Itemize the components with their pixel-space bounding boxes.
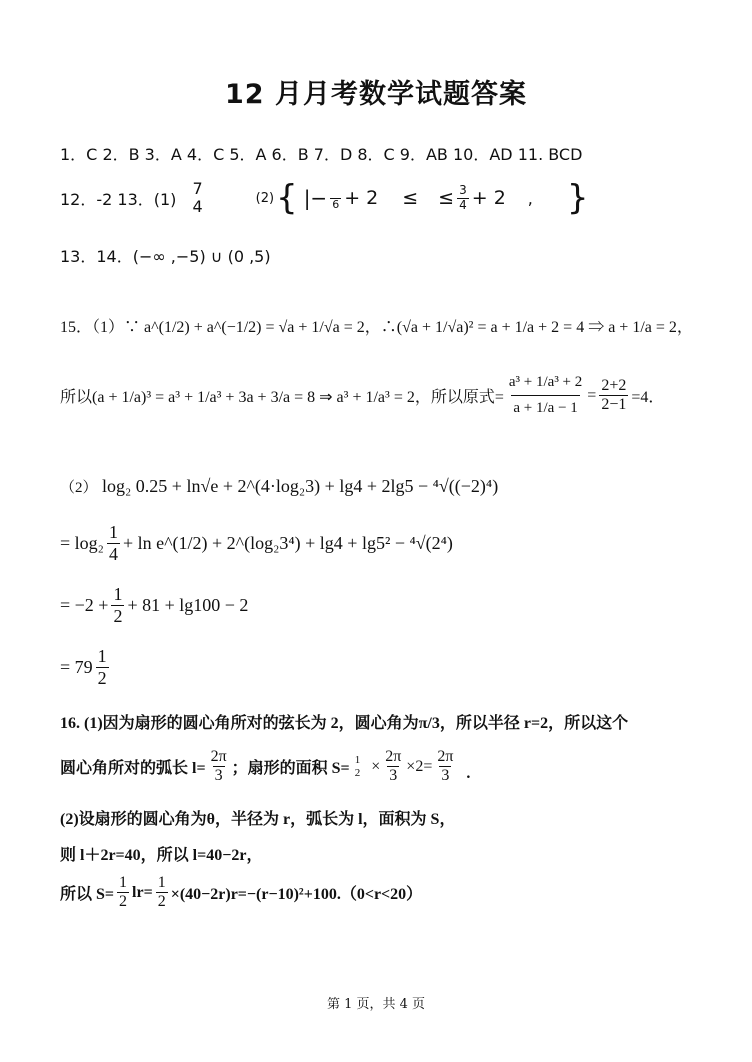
fraction-numerator: 3 — [459, 182, 467, 197]
q16-part2-line3 — [60, 874, 422, 912]
fraction-denominator: 2 — [113, 605, 123, 626]
q16-part1-line2 — [60, 748, 470, 786]
fraction-7-4 — [190, 180, 204, 217]
q15-part1-expression: a^(1/2) + a^(−1/2) = √a + 1/√a = 2，∴(√a + 1/√a)² = a + 1/a + 2 = 4 ⇒ a + 1/a = 2， — [144, 319, 693, 336]
q15-label: 15．（1）∵ — [60, 319, 141, 336]
fraction-2pi-3 — [435, 748, 455, 786]
q15-step-3 — [60, 646, 112, 688]
fraction-numerator: a³ + 1/a³ + 2 — [508, 374, 583, 390]
fraction-numerator: 7 — [192, 178, 203, 198]
fraction-denominator: 4 — [192, 197, 203, 216]
part-2-label: (2) — [255, 190, 275, 206]
fraction-numerator: 1 — [157, 874, 166, 891]
result-value: =4． — [631, 389, 665, 407]
leq-sign: ≤ — [438, 187, 455, 209]
fraction-numerator: 2π — [210, 748, 227, 765]
answers-1-11: 1．C 2．B 3．A 4．C 5．A 6．B 7．D 8．C 9．AB 10．AD 11. BCD — [60, 145, 583, 164]
q15-cube-expression: (a + 1/a)³ = a³ + 1/a³ + 3a + 3/a = 8 ⇒ a³ + 1/a³ = 2，所以原式= — [92, 389, 504, 407]
fraction-2pi-3 — [383, 748, 403, 786]
page-title: 12 月月考数学试题答案 — [225, 79, 527, 110]
area-formula-result: ×(40−2r)r=−(r−10)²+100.（0<r<20） — [170, 886, 423, 904]
fraction-denominator: 3 — [389, 767, 398, 785]
times-two: ×2= — [406, 757, 433, 775]
fraction-1-4 — [107, 522, 120, 564]
step-3-start: = 79 — [60, 656, 93, 677]
fraction-numerator: 1 — [108, 522, 118, 542]
part-2-label: （2） — [60, 480, 98, 496]
fraction-denominator: 2−1 — [601, 396, 627, 414]
set-open-brace: { — [276, 178, 298, 218]
q15-step-1 — [60, 522, 453, 564]
fraction-denominator: 2 — [119, 893, 128, 911]
fraction-denominator: 2 — [97, 667, 107, 688]
fraction-1-2 — [353, 754, 363, 779]
fraction-1-2 — [111, 584, 124, 626]
fraction-1-2 — [117, 874, 129, 912]
fraction-numerator: 1 — [119, 874, 128, 891]
area-label: ；扇形的面积 S= — [231, 760, 350, 778]
fraction-1-2 — [156, 874, 168, 912]
fraction-denominator: 4 — [459, 197, 467, 212]
fraction-denominator: 6 — [332, 197, 340, 211]
fraction-denominator: 2 — [157, 893, 166, 911]
so-label: 所以 — [60, 387, 93, 407]
q15-part1-line2: 所以 (a + 1/a)³ = a³ + 1/a³ + 3a + 3/a = 8 ⇒ a³ + 1/a³ = 2，所以原式= $\frac{\text{a³ + 1/a³ + 2}}{a + 1/a - 1}$ = $\frac{2+2}{2-1}$ =4． — [60, 374, 665, 417]
comma: , — [527, 188, 533, 208]
fraction-2pi-3 — [209, 748, 229, 786]
original-expression-fraction — [507, 374, 584, 418]
fraction-denominator: 4 — [108, 543, 118, 564]
q15-part1-line1 — [60, 314, 693, 337]
step-1-rest: + ln e^(1/2) + 2^(log₂3⁴) + lg4 + lg5² − ⁴√(2⁴) — [122, 532, 453, 553]
fraction-denominator: a + 1/a − 1 — [511, 395, 579, 417]
q15-part2-expression — [60, 476, 498, 497]
plus-two: + 2 — [471, 187, 506, 209]
q15-step-2 — [60, 584, 248, 626]
fraction-3-4 — [457, 184, 469, 213]
fraction-numerator: 2+2 — [601, 376, 627, 394]
fraction-1-2 — [96, 646, 109, 688]
leq-sign: ≤ — [402, 187, 419, 209]
area-formula-label: 所以 S= — [60, 886, 115, 904]
q16-part1-line1: 16. (1)因为扇形的圆心角所对的弦长为 2，圆心角为π/3，所以半径 r=2，所以这个 — [60, 715, 629, 732]
answer-12-13-prefix: 12．-2 13．(1) — [60, 189, 177, 209]
fraction-numerator: 2π — [385, 748, 402, 765]
lr-text: lr= — [132, 883, 153, 901]
fraction-numerator: 1 — [354, 754, 361, 767]
set-close-brace: } — [566, 178, 589, 218]
period: . — [466, 764, 471, 782]
fraction-denominator: 3 — [441, 767, 450, 785]
fraction-pi-6 — [330, 185, 341, 211]
arc-length-label: 圆心角所对的弧长 l= — [60, 760, 206, 778]
fraction-denominator: 3 — [214, 767, 223, 785]
q16-part2-line1: (2)设扇形的圆心角为θ，半径为 r，弧长为 l，面积为 S， — [60, 811, 456, 828]
q16-part2-line2: 则 l＋2r=40，所以 l=40−2r， — [60, 847, 263, 864]
step-2-rest: + 81 + lg100 − 2 — [127, 594, 249, 615]
plus-two: + 2 — [344, 187, 379, 209]
log-expression: log₂ 0.25 + ln√e + 2^(4·log₂3) + lg4 + 2lg5 − ⁴√((−2)⁴) — [102, 476, 499, 496]
fraction-numerator: 1 — [97, 646, 107, 666]
step-2-start: = −2 + — [60, 594, 109, 615]
fraction-numerator: 2π — [437, 748, 454, 765]
set-bar-minus: |− — [303, 186, 328, 210]
page-footer: 第 1 页，共 4 页 — [326, 997, 426, 1012]
fraction-denominator: 2 — [354, 766, 361, 779]
step-1-start: = log₂ — [60, 532, 104, 553]
answer-14: 13．14．(−∞ ,−5) ∪ (0 ,5) — [60, 247, 271, 266]
answers-12-13 — [60, 178, 589, 218]
fraction-result — [599, 377, 628, 415]
times-sign: × — [371, 757, 381, 775]
fraction-numerator: 1 — [113, 584, 123, 604]
